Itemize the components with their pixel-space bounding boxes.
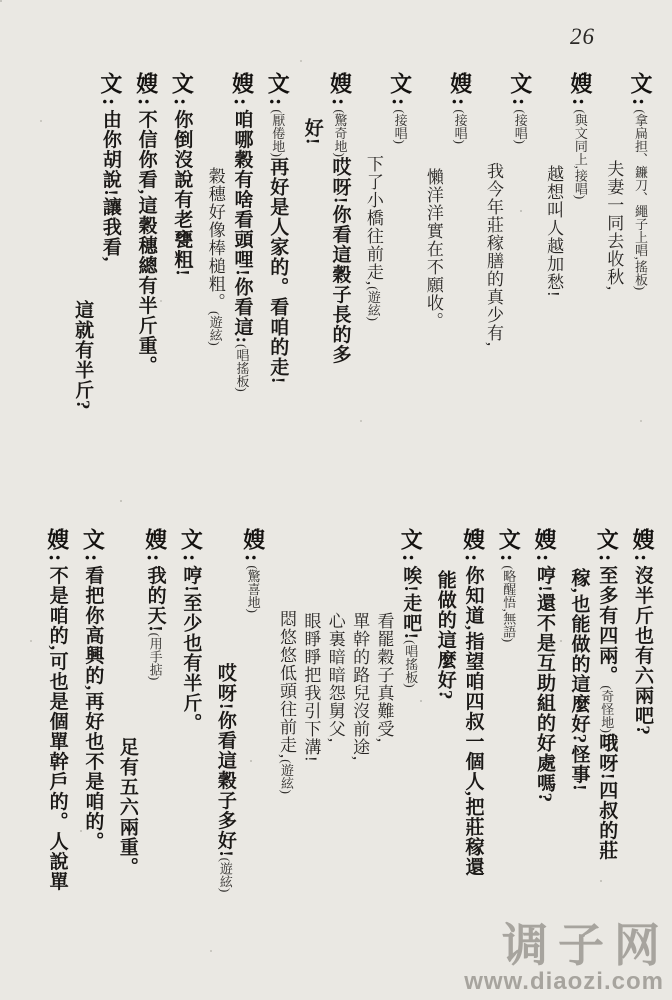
speech-column	[424, 72, 442, 492]
speech-文	[363, 72, 411, 492]
speaker-label: 文:	[507, 72, 533, 110]
dialogue-text: 看把你高興的,再好也不是咱的。	[82, 565, 104, 852]
speech-文	[170, 72, 194, 492]
speech-嫂	[532, 528, 556, 970]
speech-column	[630, 528, 654, 970]
speech-column	[398, 528, 422, 970]
speech-column	[301, 72, 322, 492]
speech-嫂	[301, 72, 351, 492]
speech-column	[241, 528, 265, 970]
sung-line: 眼睜睜把我引下溝!	[301, 612, 321, 763]
speech-文	[568, 528, 618, 970]
dialogue-text: 足有五六兩重。	[116, 737, 138, 877]
dialogue-text: 稼,也能做的這麼好?怪事!	[568, 568, 590, 792]
stage-direction: (遊絃)	[207, 311, 223, 346]
speech-column	[143, 528, 167, 970]
stage-direction: (奇怪地)	[599, 685, 615, 733]
sung-line: 心裏暗暗怨舅父,	[325, 612, 345, 744]
speaker-label: 文:	[80, 528, 106, 566]
speech-column	[434, 528, 455, 970]
stage-direction: (接唱)	[452, 109, 468, 144]
speech-嫂	[205, 72, 253, 492]
speech-column	[388, 72, 412, 492]
speech-column	[81, 528, 105, 970]
speech-文	[604, 72, 652, 492]
script-block-top	[16, 72, 652, 492]
dialogue-text: 哎呀!你看這穀子長的多	[329, 157, 351, 365]
stage-direction: (拿扁担、鐮刀、繩子上唱,搖板)	[633, 109, 648, 291]
sung-line: 看罷穀子真難受,	[374, 612, 394, 744]
stage-direction: (遊絃)	[365, 286, 381, 321]
speech-column	[568, 528, 589, 970]
page-number: 26	[570, 24, 595, 49]
dialogue-text: 不信你看,這穀穗總有半斤重。	[135, 109, 157, 376]
speech-column	[568, 72, 592, 492]
dialogue-text: 這就有半斤?	[72, 300, 94, 411]
speech-column	[595, 528, 619, 970]
speech-column	[628, 72, 652, 492]
speech-column	[134, 72, 158, 492]
dialogue-text: 不是咱的,可也是個單幹戶的。人說單	[46, 565, 68, 892]
sung-line: 穀穗好像棒槌粗。	[205, 167, 225, 311]
stage-direction: (厭倦地)	[270, 109, 286, 157]
stage-direction: (驚奇地)	[332, 109, 348, 157]
speech-文	[496, 528, 520, 970]
stage-direction: (遊絃)	[279, 759, 295, 794]
stage-direction: (用手掂)	[147, 632, 163, 681]
speech-column	[532, 528, 556, 970]
stage-direction: (驚喜地)	[245, 565, 261, 613]
speech-嫂	[424, 72, 472, 492]
dialogue-text: 哦呀!四叔的莊	[596, 733, 618, 861]
speech-文	[81, 528, 105, 970]
dialogue-text: 我的天!	[144, 565, 166, 633]
speech-文	[277, 528, 423, 970]
speaker-label: 嫂:	[630, 528, 655, 566]
watermark-site-url: www.diaozi.com	[464, 968, 664, 995]
speech-嫂	[214, 528, 264, 970]
speech-column	[116, 528, 137, 970]
speech-column	[277, 528, 295, 970]
speaker-label: 文:	[594, 528, 620, 566]
stage-direction: (接唱)	[512, 109, 528, 144]
speaker-label: 文:	[496, 528, 522, 566]
speech-文	[72, 72, 122, 492]
dialogue-text: 再好是人家的。看咱的走!	[267, 157, 289, 385]
dialogue-text: 哎呀!你看這穀子多好!	[214, 663, 236, 858]
sung-line: 懶洋洋實在不願收。	[423, 168, 443, 330]
speech-column	[170, 72, 194, 492]
sung-line: 下了小橋往前走,	[363, 155, 383, 287]
sung-line: 夫妻一同去收秋,	[604, 160, 624, 292]
dialogue-text: 唉!走吧!	[400, 565, 422, 640]
dialogue-text: 好!	[301, 118, 323, 146]
watermark-site-name: 调子网	[502, 919, 670, 971]
speaker-label: 嫂:	[44, 528, 70, 566]
speech-嫂	[45, 528, 69, 970]
speech-column	[496, 528, 520, 970]
speaker-label: 文:	[398, 528, 424, 566]
speaker-label: 嫂:	[133, 72, 159, 110]
stage-direction: (唱搖板)	[234, 343, 250, 392]
speaker-label: 嫂:	[447, 72, 473, 110]
stage-direction: (遊絃)	[217, 857, 233, 893]
dialogue-text: 沒半斤也有六兩吧?	[632, 565, 653, 736]
dialogue-text: 哼!還不是互助組的好處嗎?	[533, 565, 555, 804]
sung-line: 越想叫人越加愁!	[544, 165, 564, 298]
dialogue-text: 至多有四兩。	[596, 565, 618, 686]
speech-嫂	[134, 72, 158, 492]
speech-column	[461, 528, 485, 970]
speaker-label: 文:	[178, 528, 204, 566]
sung-line: 悶悠悠低頭往前走,	[277, 610, 297, 760]
dialogue-text: 你倒沒說有老甕粗!	[171, 109, 193, 277]
speech-column	[363, 72, 381, 492]
speech-嫂	[630, 528, 654, 970]
speech-column	[544, 72, 562, 492]
script-block-bottom	[14, 528, 654, 970]
speech-column	[508, 72, 532, 492]
speech-column	[230, 72, 254, 492]
speech-column	[179, 528, 203, 970]
speech-column	[205, 72, 223, 492]
speech-column	[72, 72, 93, 492]
speech-column	[98, 72, 122, 492]
dialogue-text: 能做的這麼好?	[434, 570, 456, 701]
speaker-label: 嫂:	[567, 72, 593, 110]
sung-line: 我今年莊稼膳的真少有,	[484, 162, 504, 348]
stage-direction: (接唱)	[392, 109, 408, 144]
sung-line: 單幹的路兒沒前途,	[350, 612, 370, 762]
dialogue-text: 你知道,指望咱四叔一個人,把莊稼還	[462, 565, 484, 877]
speech-column	[328, 72, 352, 492]
speech-嫂	[544, 72, 592, 492]
speech-column	[45, 528, 69, 970]
speaker-label: 文:	[387, 72, 413, 110]
speaker-label: 嫂:	[142, 528, 168, 566]
speech-嫂	[434, 528, 484, 970]
stage-direction: (唱搖板)	[403, 639, 419, 688]
speaker-label: 文:	[169, 72, 195, 110]
speech-文	[265, 72, 289, 492]
speaker-label: 嫂:	[327, 72, 353, 110]
speech-column	[604, 72, 622, 492]
speech-column	[265, 72, 289, 492]
speaker-label: 嫂:	[240, 528, 266, 566]
dialogue-text: 哼!至少也有半斤。	[180, 565, 202, 733]
speaker-label: 文:	[628, 72, 653, 110]
speaker-label: 文:	[265, 72, 291, 110]
speaker-label: 嫂:	[531, 528, 557, 566]
speech-文	[484, 72, 532, 492]
speech-column	[374, 528, 392, 970]
speaker-label: 嫂:	[460, 528, 486, 566]
speech-column	[350, 528, 368, 970]
dialogue-text: 由你胡說!讓我看,	[99, 109, 121, 263]
stage-direction: (略醒悟,無語)	[501, 565, 517, 643]
speech-嫂	[116, 528, 166, 970]
stage-direction: (與文同上,接唱)	[572, 109, 588, 200]
speech-column	[484, 72, 502, 492]
speech-column	[448, 72, 472, 492]
dialogue-text: 咱哪穀有啥看頭哩!你看這:	[231, 109, 253, 344]
speech-column	[214, 528, 235, 970]
speaker-label: 文:	[97, 72, 123, 110]
speaker-label: 嫂:	[229, 72, 255, 110]
speech-column	[301, 528, 319, 970]
speech-column	[325, 528, 343, 970]
speech-文	[179, 528, 203, 970]
